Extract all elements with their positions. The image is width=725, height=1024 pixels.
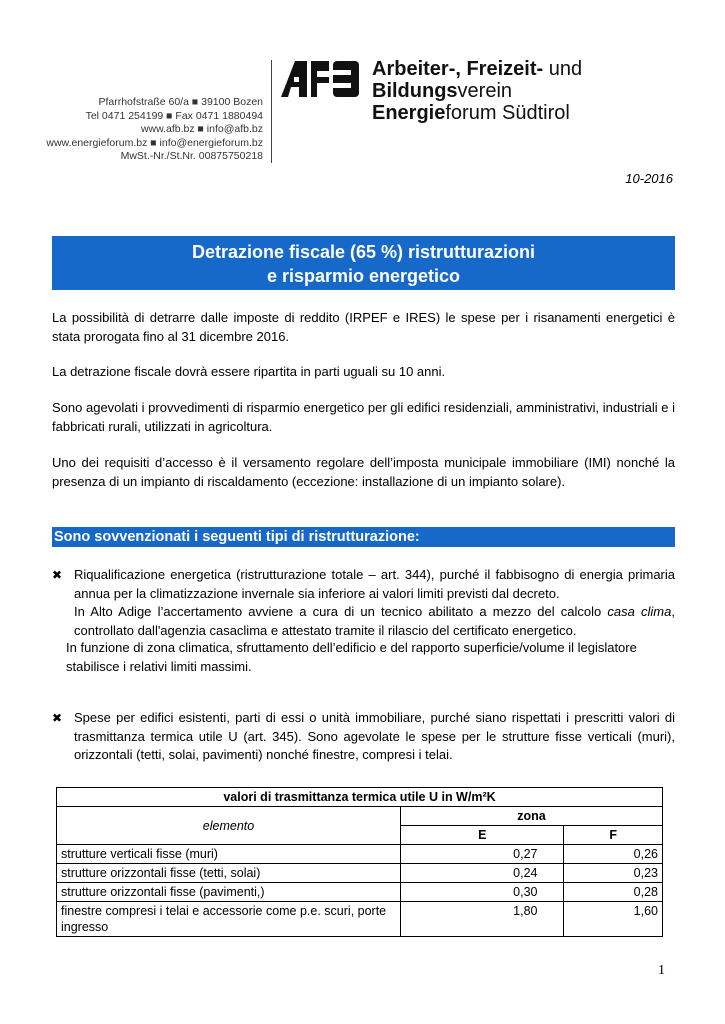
row-value-e: 0,27 — [401, 845, 564, 864]
bullet-paragraph: Riqualificazione energetica (ristrutturazione totale – art. 344), purché il fabbisogno di energia primaria annua per la climatizzazione invernale sia inferiore ai valori limiti previsti dal decreto. — [74, 567, 675, 601]
address-block — [23, 96, 263, 164]
page-title — [52, 236, 675, 290]
bullet-paragraph: In funzione di zona climatica, sfruttamento dell’edificio e del rapporto superficie/volume il legislatore stabilisce i relativi limiti massimi. — [66, 640, 637, 674]
org-part: verein — [457, 80, 513, 102]
org-part: Arbeiter-, Freizeit- — [372, 58, 544, 80]
table-header-zone-e: E — [401, 826, 564, 845]
org-part: Energie — [372, 102, 446, 124]
row-value-f: 0,28 — [564, 883, 663, 902]
bullet-icon: ✖ — [52, 711, 63, 725]
org-part: forum Südtirol — [445, 102, 570, 124]
row-label: strutture orizzontali fisse (pavimenti,) — [57, 883, 401, 902]
emphasis-text: casa clima — [607, 604, 672, 619]
table-header-zone: zona — [401, 807, 663, 826]
section-heading: Sono sovvenzionati i seguenti tipi di ristrutturazione: — [52, 527, 675, 547]
org-part: und — [543, 58, 583, 80]
bullet-text: Spese per edifici esistenti, parti di essi o unità immobiliare, purché siano rispettati i prescritti valori di trasmittanza termica utile U (art. 345). Sono agevolate le spese per le strutture fisse verticali (muri), orizzontali (tetti, solai, pavimenti) nonché finestre, compresi i telai. — [74, 710, 675, 762]
paragraph: La detrazione fiscale dovrà essere ripartita in parti uguali su 10 anni. — [52, 364, 446, 379]
organization-name — [372, 58, 725, 124]
row-label: strutture orizzontali fisse (tetti, solai) — [57, 864, 401, 883]
table-row — [57, 902, 663, 937]
bullet-icon: ✖ — [52, 568, 63, 582]
afb-logo — [281, 61, 359, 97]
paragraph: Sono agevolati i provvedimenti di risparmio energetico per gli edifici residenziali, amministrativi, industriali e i fabbricati rurali, utilizzati in agricoltura. — [52, 400, 675, 434]
page-number: 1 — [658, 963, 665, 978]
address-line: www.afb.bz ■ info@afb.bz — [140, 123, 263, 135]
row-value-e: 0,30 — [401, 883, 564, 902]
address-line: www.energieforum.bz ■ info@energieforum.bz — [46, 136, 263, 149]
table-row — [57, 883, 663, 902]
table-row — [57, 845, 663, 864]
row-value-f: 0,26 — [564, 845, 663, 864]
transmittance-table — [56, 787, 663, 937]
header-divider — [271, 60, 272, 163]
row-label: strutture verticali fisse (muri) — [57, 845, 401, 864]
paragraph: La possibilità di detrarre dalle imposte di reddito (IRPEF e IRES) le spese per i risanamenti energetici è stata prorogata fino al 31 dicembre 2016. — [52, 310, 675, 344]
address-line: Pfarrhofstraße 60/a ■ 39100 Bozen — [98, 96, 263, 108]
table-caption: valori di trasmittanza termica utile U in W/m²K — [57, 788, 663, 807]
table-header-zone-f: F — [564, 826, 663, 845]
row-value-f: 0,23 — [564, 864, 663, 883]
row-label: finestre compresi i telai e accessorie come p.e. scuri, porte ingresso — [57, 902, 401, 937]
paragraph: Uno dei requisiti d’accesso è il versamento regolare dell’imposta municipale immobiliare (IMI) nonché la presenza di un impianto di riscaldamento (eccezione: installazione di un impianto solare). — [52, 455, 675, 489]
table-row — [57, 864, 663, 883]
table-header-element: elemento — [57, 807, 401, 845]
title-line: Detrazione fiscale (65 %) ristrutturazioni — [191, 242, 536, 262]
address-line: MwSt.-Nr./St.Nr. 00875750218 — [120, 150, 263, 162]
row-value-e: 0,24 — [401, 864, 564, 883]
text-run: , controllato dall'agenzia casaclima e attestato tramite il rilascio del certificato energetico. — [74, 604, 675, 638]
title-line: e risparmio energetico — [266, 266, 461, 286]
bullet-text — [74, 566, 675, 640]
org-part: Bildungs — [372, 80, 458, 102]
row-value-f: 1,60 — [564, 902, 663, 937]
text-run: In Alto Adige l’accertamento avviene a cura di un tecnico abilitato a mezzo del calcolo — [74, 604, 608, 619]
address-line: Tel 0471 254199 ■ Fax 0471 1880494 — [85, 109, 263, 122]
document-date: 10-2016 — [625, 171, 673, 186]
bullet-paragraph — [74, 603, 675, 640]
row-value-e: 1,80 — [401, 902, 564, 937]
